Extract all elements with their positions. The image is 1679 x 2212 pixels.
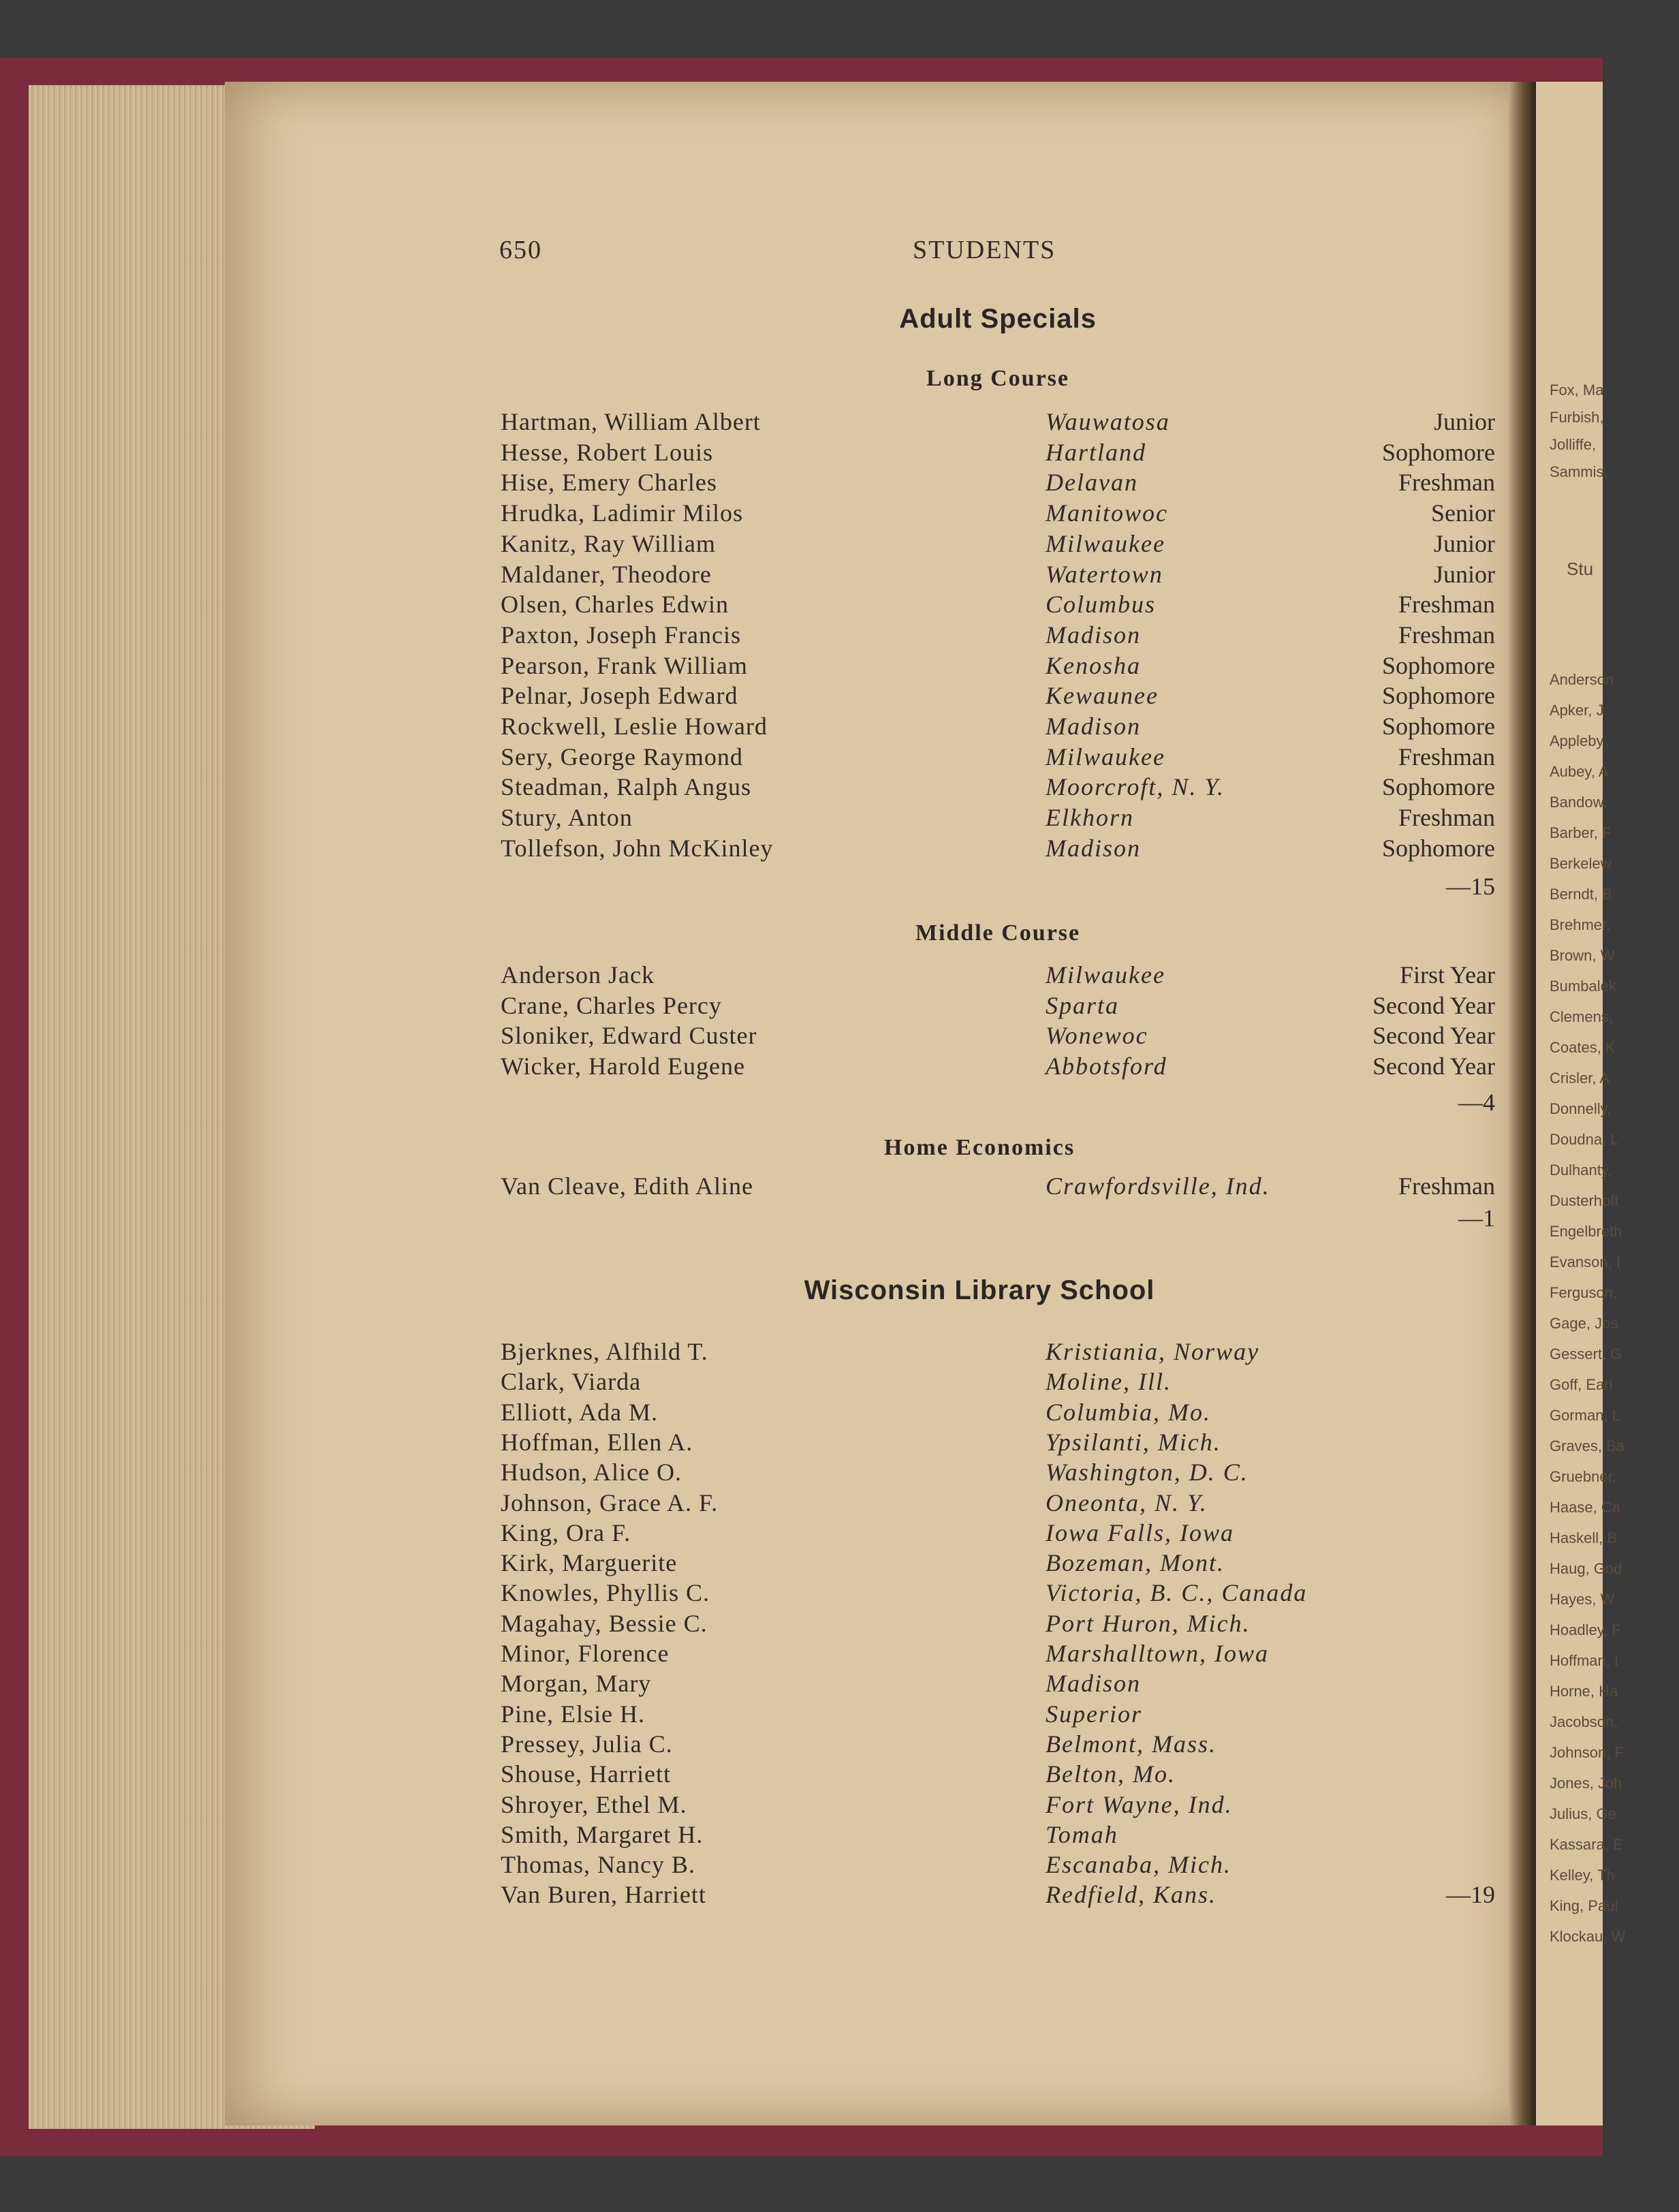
next-page-fragment: King, Paul <box>1550 1897 1618 1914</box>
next-page-fragment: Klockau, W <box>1550 1928 1626 1945</box>
table-row <box>0 1489 1498 1518</box>
student-name: Johnson, Grace A. F. <box>501 1489 719 1516</box>
hometown: Watertown <box>1046 560 1163 588</box>
next-page-fragment: Brehmer, <box>1550 916 1611 933</box>
next-page-fragment: Berndt, B <box>1550 886 1612 903</box>
next-page-fragment: Julius, Ge <box>1550 1805 1616 1822</box>
section-title-adult-specials: Adult Specials <box>899 304 1097 334</box>
next-page-fragment: Doudna, L <box>1550 1131 1619 1148</box>
student-name: Wicker, Harold Eugene <box>501 1053 745 1080</box>
next-page-fragment: Berkelew <box>1550 855 1612 872</box>
hometown: Belmont, Mass. <box>1046 1730 1217 1758</box>
table-row <box>0 1337 1498 1367</box>
hometown: Kenosha <box>1046 651 1141 679</box>
hometown: Wonewoc <box>1046 1022 1148 1050</box>
next-page-fragment: Clemens, <box>1550 1008 1613 1025</box>
table-row <box>0 834 1498 864</box>
next-page-fragment: Engelbreth <box>1550 1223 1622 1240</box>
next-page-fragment: Appleby <box>1550 732 1604 749</box>
student-name: Shroyer, Ethel M. <box>501 1790 687 1818</box>
student-name: Minor, Florence <box>501 1640 670 1667</box>
student-name: Smith, Margaret H. <box>501 1820 704 1848</box>
next-page-fragment: Kassara, E <box>1550 1836 1623 1853</box>
next-page-fragment: Gage, Jos <box>1550 1315 1618 1332</box>
table-row <box>0 1428 1498 1458</box>
table-row <box>0 1730 1498 1760</box>
student-name: Kirk, Marguerite <box>501 1549 678 1577</box>
hometown: Bozeman, Mont. <box>1046 1549 1225 1577</box>
section-total: —19 <box>1446 1881 1495 1909</box>
next-page-fragment: Johnson, F <box>1550 1744 1624 1761</box>
table-row <box>0 560 1498 590</box>
class-year: Sophomore <box>1382 773 1495 801</box>
student-name: Clark, Viarda <box>501 1368 642 1396</box>
table-row <box>0 1172 1498 1202</box>
class-year: Sophomore <box>1382 834 1495 862</box>
next-page-fragment: Jacobson, <box>1550 1713 1618 1730</box>
next-page-fragment: Crisler, A <box>1550 1070 1610 1087</box>
class-year: Freshman <box>1398 1172 1495 1200</box>
next-page-fragment: Fox, Ma <box>1550 381 1604 399</box>
next-page-fragment: Furbish, <box>1550 409 1604 426</box>
student-name: Van Buren, Harriett <box>501 1881 706 1909</box>
section-total: —1 <box>1458 1204 1495 1232</box>
student-name: Pine, Elsie H. <box>501 1700 645 1728</box>
table-row <box>0 743 1498 773</box>
table-row <box>0 438 1498 468</box>
hometown: Milwaukee <box>1046 961 1165 988</box>
hometown: Madison <box>1046 1670 1141 1698</box>
student-name: Maldaner, Theodore <box>501 560 712 588</box>
class-year: Second Year <box>1372 1022 1495 1050</box>
table-row <box>0 1052 1498 1082</box>
next-page-fragment: Hayes, W <box>1550 1591 1615 1608</box>
hometown: Marshalltown, Iowa <box>1046 1640 1270 1667</box>
next-page-fragment: Aubey, A <box>1550 763 1609 780</box>
student-name: Pearson, Frank William <box>501 651 748 679</box>
table-row <box>0 1790 1498 1820</box>
class-year: First Year <box>1399 961 1495 988</box>
next-page-fragment: Sammis, <box>1550 463 1608 480</box>
subsection-title-home-economics: Home Economics <box>883 1135 1076 1160</box>
student-name: Pelnar, Joseph Edward <box>501 682 738 710</box>
student-name: Bjerknes, Alfhild T. <box>501 1338 708 1365</box>
hometown: Moorcroft, N. Y. <box>1046 773 1225 801</box>
class-year: Sophomore <box>1382 713 1495 740</box>
class-year: Sophomore <box>1382 682 1495 710</box>
table-row <box>0 1760 1498 1790</box>
hometown: Superior <box>1046 1700 1142 1728</box>
table-row <box>0 499 1498 529</box>
next-page-fragment: Coates, K <box>1550 1039 1616 1056</box>
section-total-row <box>0 1880 1498 1910</box>
table-row <box>0 621 1498 651</box>
student-name: Hise, Emery Charles <box>501 469 717 497</box>
table-row <box>0 468 1498 498</box>
class-year: Freshman <box>1398 804 1495 832</box>
hometown: Delavan <box>1046 469 1138 497</box>
next-page-fragment: Ferguson, <box>1550 1284 1618 1301</box>
section-title-library-school: Wisconsin Library School <box>804 1275 1155 1305</box>
class-year: Senior <box>1431 499 1495 527</box>
section-total: —15 <box>1446 873 1495 900</box>
student-name: Tollefson, John McKinley <box>501 834 774 862</box>
hometown: Columbia, Mo. <box>1046 1398 1212 1426</box>
student-name: Steadman, Ralph Angus <box>501 773 751 801</box>
student-name: Paxton, Joseph Francis <box>501 621 741 649</box>
hometown: Oneonta, N. Y. <box>1046 1489 1208 1516</box>
student-name: Hrudka, Ladimir Milos <box>501 499 743 527</box>
table-row <box>0 1518 1498 1548</box>
next-page-fragment: Gessert, G <box>1550 1345 1622 1362</box>
student-name: King, Ora F. <box>501 1518 631 1546</box>
next-page-fragment: Dusterhoft <box>1550 1192 1619 1209</box>
hometown: Washington, D. C. <box>1046 1459 1249 1486</box>
table-row <box>0 407 1498 437</box>
student-name: Thomas, Nancy B. <box>501 1851 695 1879</box>
class-year: Junior <box>1434 560 1495 588</box>
next-page-fragment: Dulhanty, <box>1550 1162 1612 1179</box>
section-total-row <box>0 1088 1498 1118</box>
section-total-row <box>0 872 1498 902</box>
table-row <box>0 1021 1498 1051</box>
hometown: Tomah <box>1046 1820 1118 1848</box>
student-name: Olsen, Charles Edwin <box>501 591 729 619</box>
class-year: Junior <box>1434 529 1495 557</box>
hometown: Crawfordsville, Ind. <box>1046 1172 1270 1200</box>
next-page-fragment: Stu <box>1567 559 1594 579</box>
student-name: Magahay, Bessie C. <box>501 1609 708 1637</box>
student-name: Sery, George Raymond <box>501 743 743 770</box>
hometown: Milwaukee <box>1046 743 1165 770</box>
table-row <box>0 1398 1498 1428</box>
table-row <box>0 681 1498 711</box>
student-name: Hesse, Robert Louis <box>501 438 713 466</box>
hometown: Belton, Mo. <box>1046 1760 1176 1788</box>
table-row <box>0 1367 1498 1397</box>
running-head: STUDENTS <box>913 236 1056 264</box>
next-page-fragment: Horne, Ha <box>1550 1683 1618 1700</box>
page-number: 650 <box>499 236 542 264</box>
table-row <box>0 651 1498 681</box>
student-name: Van Cleave, Edith Aline <box>501 1172 753 1200</box>
next-page-fragment: Brown, W <box>1550 947 1615 964</box>
student-name: Morgan, Mary <box>501 1670 652 1698</box>
next-page-fragment: Haase, Ca <box>1550 1499 1620 1516</box>
table-row <box>0 1669 1498 1699</box>
table-row <box>0 1609 1498 1639</box>
table-row <box>0 803 1498 833</box>
table-row <box>0 1548 1498 1578</box>
table-row <box>0 1639 1498 1669</box>
next-page-fragment: Barber, F <box>1550 824 1612 841</box>
next-page-fragment: Kelley, Th <box>1550 1867 1615 1884</box>
hometown: Port Huron, Mich. <box>1046 1609 1251 1637</box>
class-year: Freshman <box>1398 591 1495 619</box>
class-year: Sophomore <box>1382 438 1495 466</box>
student-name: Crane, Charles Percy <box>501 991 722 1019</box>
class-year: Freshman <box>1398 743 1495 770</box>
student-name: Kanitz, Ray William <box>501 529 716 557</box>
next-page-fragment: Gruebner, <box>1550 1468 1616 1485</box>
student-name: Hoffman, Ellen A. <box>501 1428 693 1456</box>
next-page-fragment: Jolliffe, <box>1550 436 1597 453</box>
next-page-fragment: Anderson <box>1550 671 1614 688</box>
class-year: Sophomore <box>1382 651 1495 679</box>
student-name: Rockwell, Leslie Howard <box>501 713 768 740</box>
hometown: Iowa Falls, Iowa <box>1046 1518 1235 1546</box>
student-name: Anderson Jack <box>501 961 655 988</box>
hometown: Redfield, Kans. <box>1046 1881 1217 1909</box>
table-row <box>0 590 1498 620</box>
table-row <box>0 1850 1498 1880</box>
class-year: Freshman <box>1398 469 1495 497</box>
student-name: Stury, Anton <box>501 804 633 832</box>
student-name: Elliott, Ada M. <box>501 1398 658 1426</box>
subsection-title-middle-course: Middle Course <box>915 920 1081 946</box>
table-row <box>0 1700 1498 1730</box>
student-name: Sloniker, Edward Custer <box>501 1022 757 1050</box>
next-page-fragment: Hoffman, I <box>1550 1652 1619 1669</box>
hometown: Madison <box>1046 834 1141 862</box>
table-row <box>0 1458 1498 1488</box>
student-name: Pressey, Julia C. <box>501 1730 673 1758</box>
hometown: Madison <box>1046 621 1141 649</box>
table-row <box>0 773 1498 803</box>
student-name: Hartman, William Albert <box>501 408 761 435</box>
hometown: Columbus <box>1046 591 1157 619</box>
next-page-fragment: Bumbalek <box>1550 978 1616 995</box>
hometown: Madison <box>1046 713 1141 740</box>
next-page-fragment: Haug, God <box>1550 1560 1622 1577</box>
next-page-fragment: Gorman, L <box>1550 1407 1620 1424</box>
hometown: Fort Wayne, Ind. <box>1046 1790 1233 1818</box>
section-total-row <box>0 1204 1498 1234</box>
table-row <box>0 1820 1498 1850</box>
class-year: Second Year <box>1372 991 1495 1019</box>
hometown: Moline, Ill. <box>1046 1368 1172 1396</box>
next-page-fragment: Haskell, B <box>1550 1529 1618 1546</box>
hometown: Abbotsford <box>1046 1053 1167 1080</box>
hometown: Elkhorn <box>1046 804 1134 832</box>
class-year: Freshman <box>1398 621 1495 649</box>
next-page-fragment: Apker, J <box>1550 702 1604 719</box>
class-year: Junior <box>1434 408 1495 435</box>
section-total: —4 <box>1458 1089 1495 1116</box>
hometown: Wauwatosa <box>1046 408 1170 435</box>
hometown: Manitowoc <box>1046 499 1168 527</box>
subsection-title-long-course: Long Course <box>926 366 1069 391</box>
hometown: Sparta <box>1046 991 1120 1019</box>
next-page-fragment: Hoadley, F <box>1550 1621 1621 1638</box>
table-row <box>0 961 1498 991</box>
hometown: Hartland <box>1046 438 1147 466</box>
next-page-fragment: Jones, Joh <box>1550 1775 1622 1792</box>
hometown: Kristiania, Norway <box>1046 1338 1260 1365</box>
table-row <box>0 529 1498 559</box>
student-name: Knowles, Phyllis C. <box>501 1579 710 1607</box>
table-row <box>0 991 1498 1021</box>
table-row <box>0 712 1498 742</box>
next-page-fragment: Donnelly, <box>1550 1100 1612 1117</box>
next-page-fragment: Evanson, I <box>1550 1253 1620 1271</box>
next-page-fragment: Graves, Ba <box>1550 1437 1625 1454</box>
student-name: Hudson, Alice O. <box>501 1459 682 1486</box>
table-row <box>0 1578 1498 1608</box>
hometown: Ypsilanti, Mich. <box>1046 1428 1221 1456</box>
hometown: Victoria, B. C., Canada <box>1046 1579 1308 1607</box>
hometown: Milwaukee <box>1046 529 1165 557</box>
student-name: Shouse, Harriett <box>501 1760 671 1788</box>
next-page-fragment: Goff, Earl <box>1550 1376 1613 1393</box>
hometown: Escanaba, Mich. <box>1046 1851 1231 1879</box>
hometown: Kewaunee <box>1046 682 1159 710</box>
class-year: Second Year <box>1372 1053 1495 1080</box>
next-page-fragment: Bandow, <box>1550 794 1607 811</box>
